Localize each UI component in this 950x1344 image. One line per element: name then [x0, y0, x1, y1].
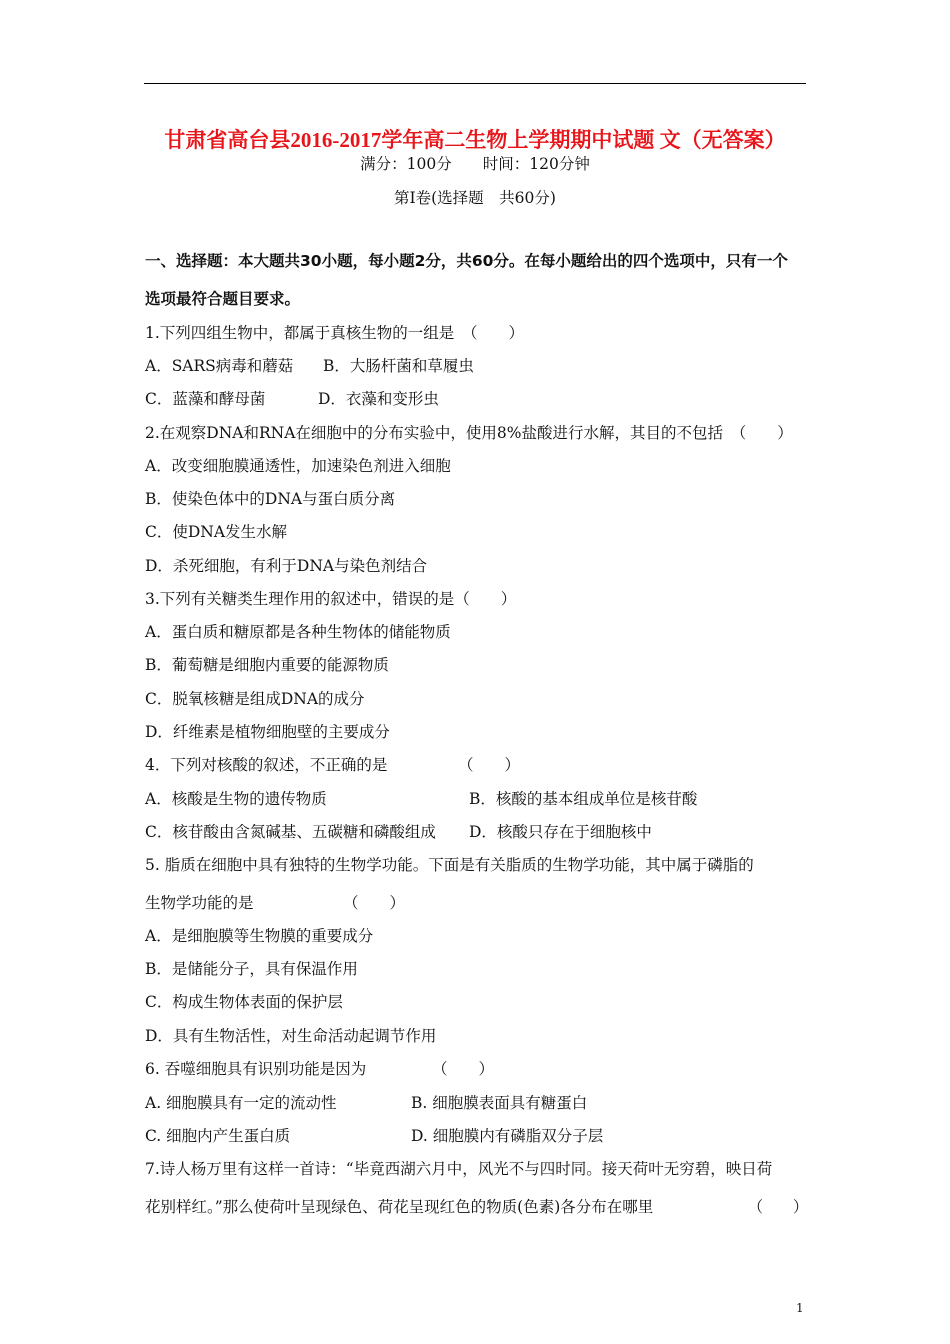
question-7-stem-cont: 花别样红。”那么使荷叶呈现绿色、荷花呈现红色的物质(色素)各分布在哪里 — [145, 1198, 654, 1216]
question-4-option-b: B．核酸的基本组成单位是核苷酸 — [469, 790, 698, 808]
question-5-option-d: D．具有生物活性，对生命活动起调节作用 — [145, 1027, 437, 1045]
question-1-option-b: B．大肠杆菌和草履虫 — [323, 357, 474, 375]
header-rule — [144, 83, 806, 84]
question-2-option-d: D．杀死细胞，有利于DNA与染色剂结合 — [145, 557, 428, 575]
question-1-option-a: A．SARS病毒和蘑菇 — [145, 357, 294, 375]
question-3-stem: 3.下列有关糖类生理作用的叙述中，错误的是（ ） — [145, 590, 517, 608]
question-2-option-c: C．使DNA发生水解 — [145, 523, 288, 541]
page-number: 1 — [796, 1301, 804, 1315]
question-4-option-c: C．核苷酸由含氮碱基、五碳糖和磷酸组成 — [145, 823, 436, 841]
question-3-option-d: D．纤维素是植物细胞壁的主要成分 — [145, 723, 390, 741]
question-4-option-d: D．核酸只存在于细胞核中 — [469, 823, 652, 841]
question-1-stem: 1.下列四组生物中，都属于真核生物的一组是 （ ） — [145, 324, 525, 342]
question-7-stem: 7.诗人杨万里有这样一首诗：“毕竟西湖六月中，风光不与四时同。接天荷叶无穷碧，映日荷 — [145, 1160, 773, 1178]
exam-meta: 满分：100分 时间：120分钟 — [360, 155, 590, 173]
question-1-option-d: D．衣藻和变形虫 — [318, 390, 439, 408]
question-6-option-c: C. 细胞内产生蛋白质 — [145, 1127, 291, 1145]
question-5-option-b: B．是储能分子，具有保温作用 — [145, 960, 358, 978]
question-5-answer-paren: （ ） — [343, 894, 406, 912]
question-4-option-a: A．核酸是生物的遗传物质 — [145, 790, 327, 808]
question-2-option-b: B．使染色体中的DNA与蛋白质分离 — [145, 490, 396, 508]
question-1-option-c: C．蓝藻和酵母菌 — [145, 390, 266, 408]
question-4-answer-paren: （ ） — [458, 756, 521, 774]
question-6-option-a: A. 细胞膜具有一定的流动性 — [145, 1094, 337, 1112]
question-5-stem-cont: 生物学功能的是 — [145, 894, 254, 912]
document-title: 甘肃省高台县2016-2017学年高二生物上学期期中试题 文（无答案） — [164, 128, 786, 152]
question-6-answer-paren: （ ） — [432, 1060, 495, 1078]
question-2-option-a: A．改变细胞膜通透性，加速染色剂进入细胞 — [145, 457, 451, 475]
volume-heading: 第Ⅰ卷(选择题 共60分) — [394, 189, 556, 207]
question-4-stem: 4．下列对核酸的叙述，不正确的是 — [145, 756, 388, 774]
question-7-answer-paren: （ ） — [748, 1198, 809, 1216]
section-instruction-cont: 选项最符合题目要求。 — [145, 290, 301, 308]
question-3-option-a: A．蛋白质和糖原都是各种生物体的储能物质 — [145, 623, 451, 641]
question-3-option-b: B．葡萄糖是细胞内重要的能源物质 — [145, 656, 389, 674]
question-2-stem: 2.在观察DNA和RNA在细胞中的分布实验中，使用8%盐酸进行水解，其目的不包括 （ ） — [145, 424, 793, 442]
question-6-stem: 6. 吞噬细胞具有识别功能是因为 — [145, 1060, 367, 1078]
section-instruction: 一、选择题：本大题共30小题，每小题2分，共60分。在每小题给出的四个选项中，只有一个 — [145, 252, 788, 270]
question-3-option-c: C．脱氧核糖是组成DNA的成分 — [145, 690, 365, 708]
question-6-option-d: D. 细胞膜内有磷脂双分子层 — [411, 1127, 604, 1145]
question-5-option-c: C．构成生物体表面的保护层 — [145, 993, 343, 1011]
question-5-stem: 5. 脂质在细胞中具有独特的生物学功能。下面是有关脂质的生物学功能，其中属于磷脂的 — [145, 856, 754, 874]
question-5-option-a: A．是细胞膜等生物膜的重要成分 — [145, 927, 374, 945]
question-6-option-b: B. 细胞膜表面具有糖蛋白 — [411, 1094, 588, 1112]
